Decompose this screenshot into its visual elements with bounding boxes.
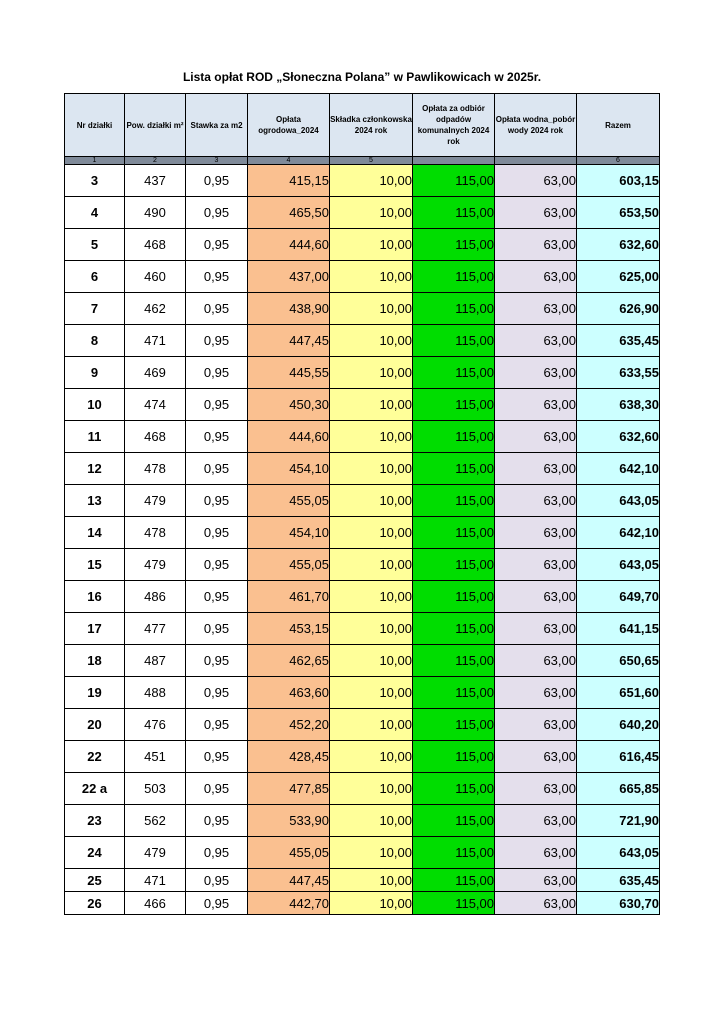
table-row (65, 453, 660, 485)
rate-cell: 0,95 (186, 645, 248, 677)
rate-cell: 0,95 (186, 837, 248, 869)
plot-area-cell: 437 (125, 165, 186, 197)
garden-fee-cell: 462,65 (248, 645, 330, 677)
plot-number-cell: 22 (65, 741, 125, 773)
total-cell: 642,10 (577, 517, 660, 549)
plot-area-cell: 468 (125, 421, 186, 453)
garden-fee-cell: 428,45 (248, 741, 330, 773)
membership-fee-cell: 10,00 (330, 645, 413, 677)
waste-fee-cell: 115,00 (413, 677, 495, 709)
plot-number-cell: 6 (65, 261, 125, 293)
membership-fee-cell: 10,00 (330, 293, 413, 325)
water-fee-cell: 63,00 (495, 709, 577, 741)
header-cell: Opłata za odbiór odpadów komunalnych 2024 rok (413, 94, 495, 157)
table-row (65, 229, 660, 261)
rate-cell: 0,95 (186, 357, 248, 389)
waste-fee-cell: 115,00 (413, 517, 495, 549)
waste-fee-cell: 115,00 (413, 293, 495, 325)
membership-fee-cell: 10,00 (330, 773, 413, 805)
table-row (65, 805, 660, 837)
plot-area-cell: 490 (125, 197, 186, 229)
column-number: 4 (248, 157, 330, 165)
waste-fee-cell: 115,00 (413, 581, 495, 613)
garden-fee-cell: 442,70 (248, 892, 330, 915)
membership-fee-cell: 10,00 (330, 485, 413, 517)
total-cell: 625,00 (577, 261, 660, 293)
garden-fee-cell: 454,10 (248, 517, 330, 549)
table-row (65, 581, 660, 613)
waste-fee-cell: 115,00 (413, 165, 495, 197)
plot-number-cell: 9 (65, 357, 125, 389)
column-number (495, 157, 577, 165)
waste-fee-cell: 115,00 (413, 453, 495, 485)
total-cell: 616,45 (577, 741, 660, 773)
fees-table (64, 93, 660, 915)
total-cell: 638,30 (577, 389, 660, 421)
plot-area-cell: 562 (125, 805, 186, 837)
membership-fee-cell: 10,00 (330, 677, 413, 709)
water-fee-cell: 63,00 (495, 677, 577, 709)
plot-number-cell: 23 (65, 805, 125, 837)
waste-fee-cell: 115,00 (413, 709, 495, 741)
rate-cell: 0,95 (186, 773, 248, 805)
water-fee-cell: 63,00 (495, 453, 577, 485)
table-row (65, 613, 660, 645)
membership-fee-cell: 10,00 (330, 741, 413, 773)
garden-fee-cell: 463,60 (248, 677, 330, 709)
plot-area-cell: 478 (125, 517, 186, 549)
waste-fee-cell: 115,00 (413, 421, 495, 453)
header-cell: Nr działki (65, 94, 125, 157)
plot-area-cell: 451 (125, 741, 186, 773)
table-row (65, 421, 660, 453)
waste-fee-cell: 115,00 (413, 805, 495, 837)
plot-area-cell: 474 (125, 389, 186, 421)
plot-number-cell: 24 (65, 837, 125, 869)
table-row (65, 709, 660, 741)
column-number: 5 (330, 157, 413, 165)
plot-number-cell: 15 (65, 549, 125, 581)
rate-cell: 0,95 (186, 229, 248, 261)
total-cell: 635,45 (577, 325, 660, 357)
plot-area-cell: 471 (125, 325, 186, 357)
plot-area-cell: 486 (125, 581, 186, 613)
plot-number-cell: 13 (65, 485, 125, 517)
plot-area-cell: 471 (125, 869, 186, 892)
total-cell: 650,65 (577, 645, 660, 677)
total-cell: 649,70 (577, 581, 660, 613)
plot-number-cell: 5 (65, 229, 125, 261)
total-cell: 603,15 (577, 165, 660, 197)
waste-fee-cell: 115,00 (413, 613, 495, 645)
plot-number-cell: 19 (65, 677, 125, 709)
plot-number-cell: 3 (65, 165, 125, 197)
plot-area-cell: 479 (125, 485, 186, 517)
table-row (65, 773, 660, 805)
plot-number-cell: 10 (65, 389, 125, 421)
total-cell: 643,05 (577, 549, 660, 581)
header-cell: Razem (577, 94, 660, 157)
garden-fee-cell: 465,50 (248, 197, 330, 229)
table-row (65, 357, 660, 389)
total-cell: 626,90 (577, 293, 660, 325)
membership-fee-cell: 10,00 (330, 357, 413, 389)
membership-fee-cell: 10,00 (330, 421, 413, 453)
plot-number-cell: 22 a (65, 773, 125, 805)
membership-fee-cell: 10,00 (330, 581, 413, 613)
waste-fee-cell: 115,00 (413, 229, 495, 261)
total-cell: 643,05 (577, 837, 660, 869)
page-title: Lista opłat ROD „Słoneczna Polana” w Pawlikowicach w 2025r. (182, 70, 542, 84)
total-cell: 630,70 (577, 892, 660, 915)
plot-number-cell: 8 (65, 325, 125, 357)
garden-fee-cell: 453,15 (248, 613, 330, 645)
waste-fee-cell: 115,00 (413, 549, 495, 581)
rate-cell: 0,95 (186, 197, 248, 229)
water-fee-cell: 63,00 (495, 613, 577, 645)
table-row (65, 485, 660, 517)
total-cell: 632,60 (577, 229, 660, 261)
garden-fee-cell: 438,90 (248, 293, 330, 325)
table-row (65, 869, 660, 892)
garden-fee-cell: 447,45 (248, 325, 330, 357)
garden-fee-cell: 444,60 (248, 229, 330, 261)
water-fee-cell: 63,00 (495, 773, 577, 805)
rate-cell: 0,95 (186, 869, 248, 892)
rate-cell: 0,95 (186, 892, 248, 915)
header-cell: Opłata wodna_pobór wody 2024 rok (495, 94, 577, 157)
total-cell: 642,10 (577, 453, 660, 485)
waste-fee-cell: 115,00 (413, 837, 495, 869)
plot-number-cell: 18 (65, 645, 125, 677)
header-cell: Pow. działki m² (125, 94, 186, 157)
plot-area-cell: 477 (125, 613, 186, 645)
membership-fee-cell: 10,00 (330, 261, 413, 293)
plot-number-cell: 17 (65, 613, 125, 645)
plot-area-cell: 468 (125, 229, 186, 261)
table-row (65, 197, 660, 229)
rate-cell: 0,95 (186, 581, 248, 613)
membership-fee-cell: 10,00 (330, 869, 413, 892)
garden-fee-cell: 533,90 (248, 805, 330, 837)
total-cell: 665,85 (577, 773, 660, 805)
waste-fee-cell: 115,00 (413, 325, 495, 357)
plot-area-cell: 476 (125, 709, 186, 741)
plot-area-cell: 488 (125, 677, 186, 709)
garden-fee-cell: 447,45 (248, 869, 330, 892)
garden-fee-cell: 455,05 (248, 837, 330, 869)
total-cell: 643,05 (577, 485, 660, 517)
total-cell: 632,60 (577, 421, 660, 453)
rate-cell: 0,95 (186, 453, 248, 485)
table-row (65, 645, 660, 677)
water-fee-cell: 63,00 (495, 357, 577, 389)
water-fee-cell: 63,00 (495, 892, 577, 915)
membership-fee-cell: 10,00 (330, 165, 413, 197)
water-fee-cell: 63,00 (495, 325, 577, 357)
rate-cell: 0,95 (186, 741, 248, 773)
total-cell: 633,55 (577, 357, 660, 389)
membership-fee-cell: 10,00 (330, 805, 413, 837)
plot-area-cell: 469 (125, 357, 186, 389)
garden-fee-cell: 445,55 (248, 357, 330, 389)
rate-cell: 0,95 (186, 389, 248, 421)
rate-cell: 0,95 (186, 677, 248, 709)
waste-fee-cell: 115,00 (413, 261, 495, 293)
garden-fee-cell: 444,60 (248, 421, 330, 453)
water-fee-cell: 63,00 (495, 869, 577, 892)
garden-fee-cell: 454,10 (248, 453, 330, 485)
header-row (65, 94, 660, 157)
rate-cell: 0,95 (186, 165, 248, 197)
membership-fee-cell: 10,00 (330, 709, 413, 741)
table-row (65, 677, 660, 709)
waste-fee-cell: 115,00 (413, 773, 495, 805)
table-row (65, 293, 660, 325)
rate-cell: 0,95 (186, 549, 248, 581)
water-fee-cell: 63,00 (495, 165, 577, 197)
waste-fee-cell: 115,00 (413, 485, 495, 517)
column-number: 2 (125, 157, 186, 165)
plot-number-cell: 16 (65, 581, 125, 613)
water-fee-cell: 63,00 (495, 581, 577, 613)
garden-fee-cell: 450,30 (248, 389, 330, 421)
waste-fee-cell: 115,00 (413, 357, 495, 389)
membership-fee-cell: 10,00 (330, 229, 413, 261)
rate-cell: 0,95 (186, 517, 248, 549)
water-fee-cell: 63,00 (495, 197, 577, 229)
membership-fee-cell: 10,00 (330, 197, 413, 229)
water-fee-cell: 63,00 (495, 229, 577, 261)
table-row (65, 892, 660, 915)
water-fee-cell: 63,00 (495, 293, 577, 325)
total-cell: 641,15 (577, 613, 660, 645)
table-row (65, 165, 660, 197)
membership-fee-cell: 10,00 (330, 549, 413, 581)
water-fee-cell: 63,00 (495, 421, 577, 453)
column-number: 1 (65, 157, 125, 165)
garden-fee-cell: 455,05 (248, 549, 330, 581)
garden-fee-cell: 455,05 (248, 485, 330, 517)
water-fee-cell: 63,00 (495, 805, 577, 837)
waste-fee-cell: 115,00 (413, 645, 495, 677)
water-fee-cell: 63,00 (495, 517, 577, 549)
total-cell: 635,45 (577, 869, 660, 892)
membership-fee-cell: 10,00 (330, 517, 413, 549)
plot-area-cell: 479 (125, 549, 186, 581)
membership-fee-cell: 10,00 (330, 892, 413, 915)
plot-number-cell: 11 (65, 421, 125, 453)
membership-fee-cell: 10,00 (330, 325, 413, 357)
plot-number-cell: 20 (65, 709, 125, 741)
table-row (65, 261, 660, 293)
column-number: 3 (186, 157, 248, 165)
column-number (413, 157, 495, 165)
waste-fee-cell: 115,00 (413, 892, 495, 915)
rate-cell: 0,95 (186, 261, 248, 293)
waste-fee-cell: 115,00 (413, 869, 495, 892)
total-cell: 651,60 (577, 677, 660, 709)
plot-number-cell: 4 (65, 197, 125, 229)
water-fee-cell: 63,00 (495, 837, 577, 869)
membership-fee-cell: 10,00 (330, 453, 413, 485)
plot-number-cell: 26 (65, 892, 125, 915)
plot-number-cell: 12 (65, 453, 125, 485)
water-fee-cell: 63,00 (495, 741, 577, 773)
plot-area-cell: 478 (125, 453, 186, 485)
membership-fee-cell: 10,00 (330, 837, 413, 869)
water-fee-cell: 63,00 (495, 645, 577, 677)
plot-area-cell: 466 (125, 892, 186, 915)
waste-fee-cell: 115,00 (413, 741, 495, 773)
plot-area-cell: 487 (125, 645, 186, 677)
waste-fee-cell: 115,00 (413, 389, 495, 421)
membership-fee-cell: 10,00 (330, 389, 413, 421)
table-row (65, 517, 660, 549)
plot-area-cell: 460 (125, 261, 186, 293)
table-row (65, 741, 660, 773)
garden-fee-cell: 452,20 (248, 709, 330, 741)
garden-fee-cell: 415,15 (248, 165, 330, 197)
rate-cell: 0,95 (186, 421, 248, 453)
table-body (65, 165, 660, 915)
total-cell: 653,50 (577, 197, 660, 229)
table-row (65, 325, 660, 357)
plot-area-cell: 462 (125, 293, 186, 325)
rate-cell: 0,95 (186, 325, 248, 357)
plot-number-cell: 7 (65, 293, 125, 325)
header-cell: Składka członkowska 2024 rok (330, 94, 413, 157)
column-number: 6 (577, 157, 660, 165)
table-row (65, 837, 660, 869)
plot-number-cell: 14 (65, 517, 125, 549)
plot-area-cell: 503 (125, 773, 186, 805)
plot-area-cell: 479 (125, 837, 186, 869)
rate-cell: 0,95 (186, 709, 248, 741)
garden-fee-cell: 437,00 (248, 261, 330, 293)
header-cell: Opłata ogrodowa_2024 (248, 94, 330, 157)
water-fee-cell: 63,00 (495, 261, 577, 293)
rate-cell: 0,95 (186, 613, 248, 645)
table-row (65, 549, 660, 581)
column-number-row (65, 157, 660, 165)
water-fee-cell: 63,00 (495, 389, 577, 421)
garden-fee-cell: 477,85 (248, 773, 330, 805)
water-fee-cell: 63,00 (495, 549, 577, 581)
header-cell: Stawka za m2 (186, 94, 248, 157)
waste-fee-cell: 115,00 (413, 197, 495, 229)
total-cell: 721,90 (577, 805, 660, 837)
water-fee-cell: 63,00 (495, 485, 577, 517)
rate-cell: 0,95 (186, 805, 248, 837)
membership-fee-cell: 10,00 (330, 613, 413, 645)
plot-number-cell: 25 (65, 869, 125, 892)
table-row (65, 389, 660, 421)
total-cell: 640,20 (577, 709, 660, 741)
rate-cell: 0,95 (186, 485, 248, 517)
garden-fee-cell: 461,70 (248, 581, 330, 613)
rate-cell: 0,95 (186, 293, 248, 325)
